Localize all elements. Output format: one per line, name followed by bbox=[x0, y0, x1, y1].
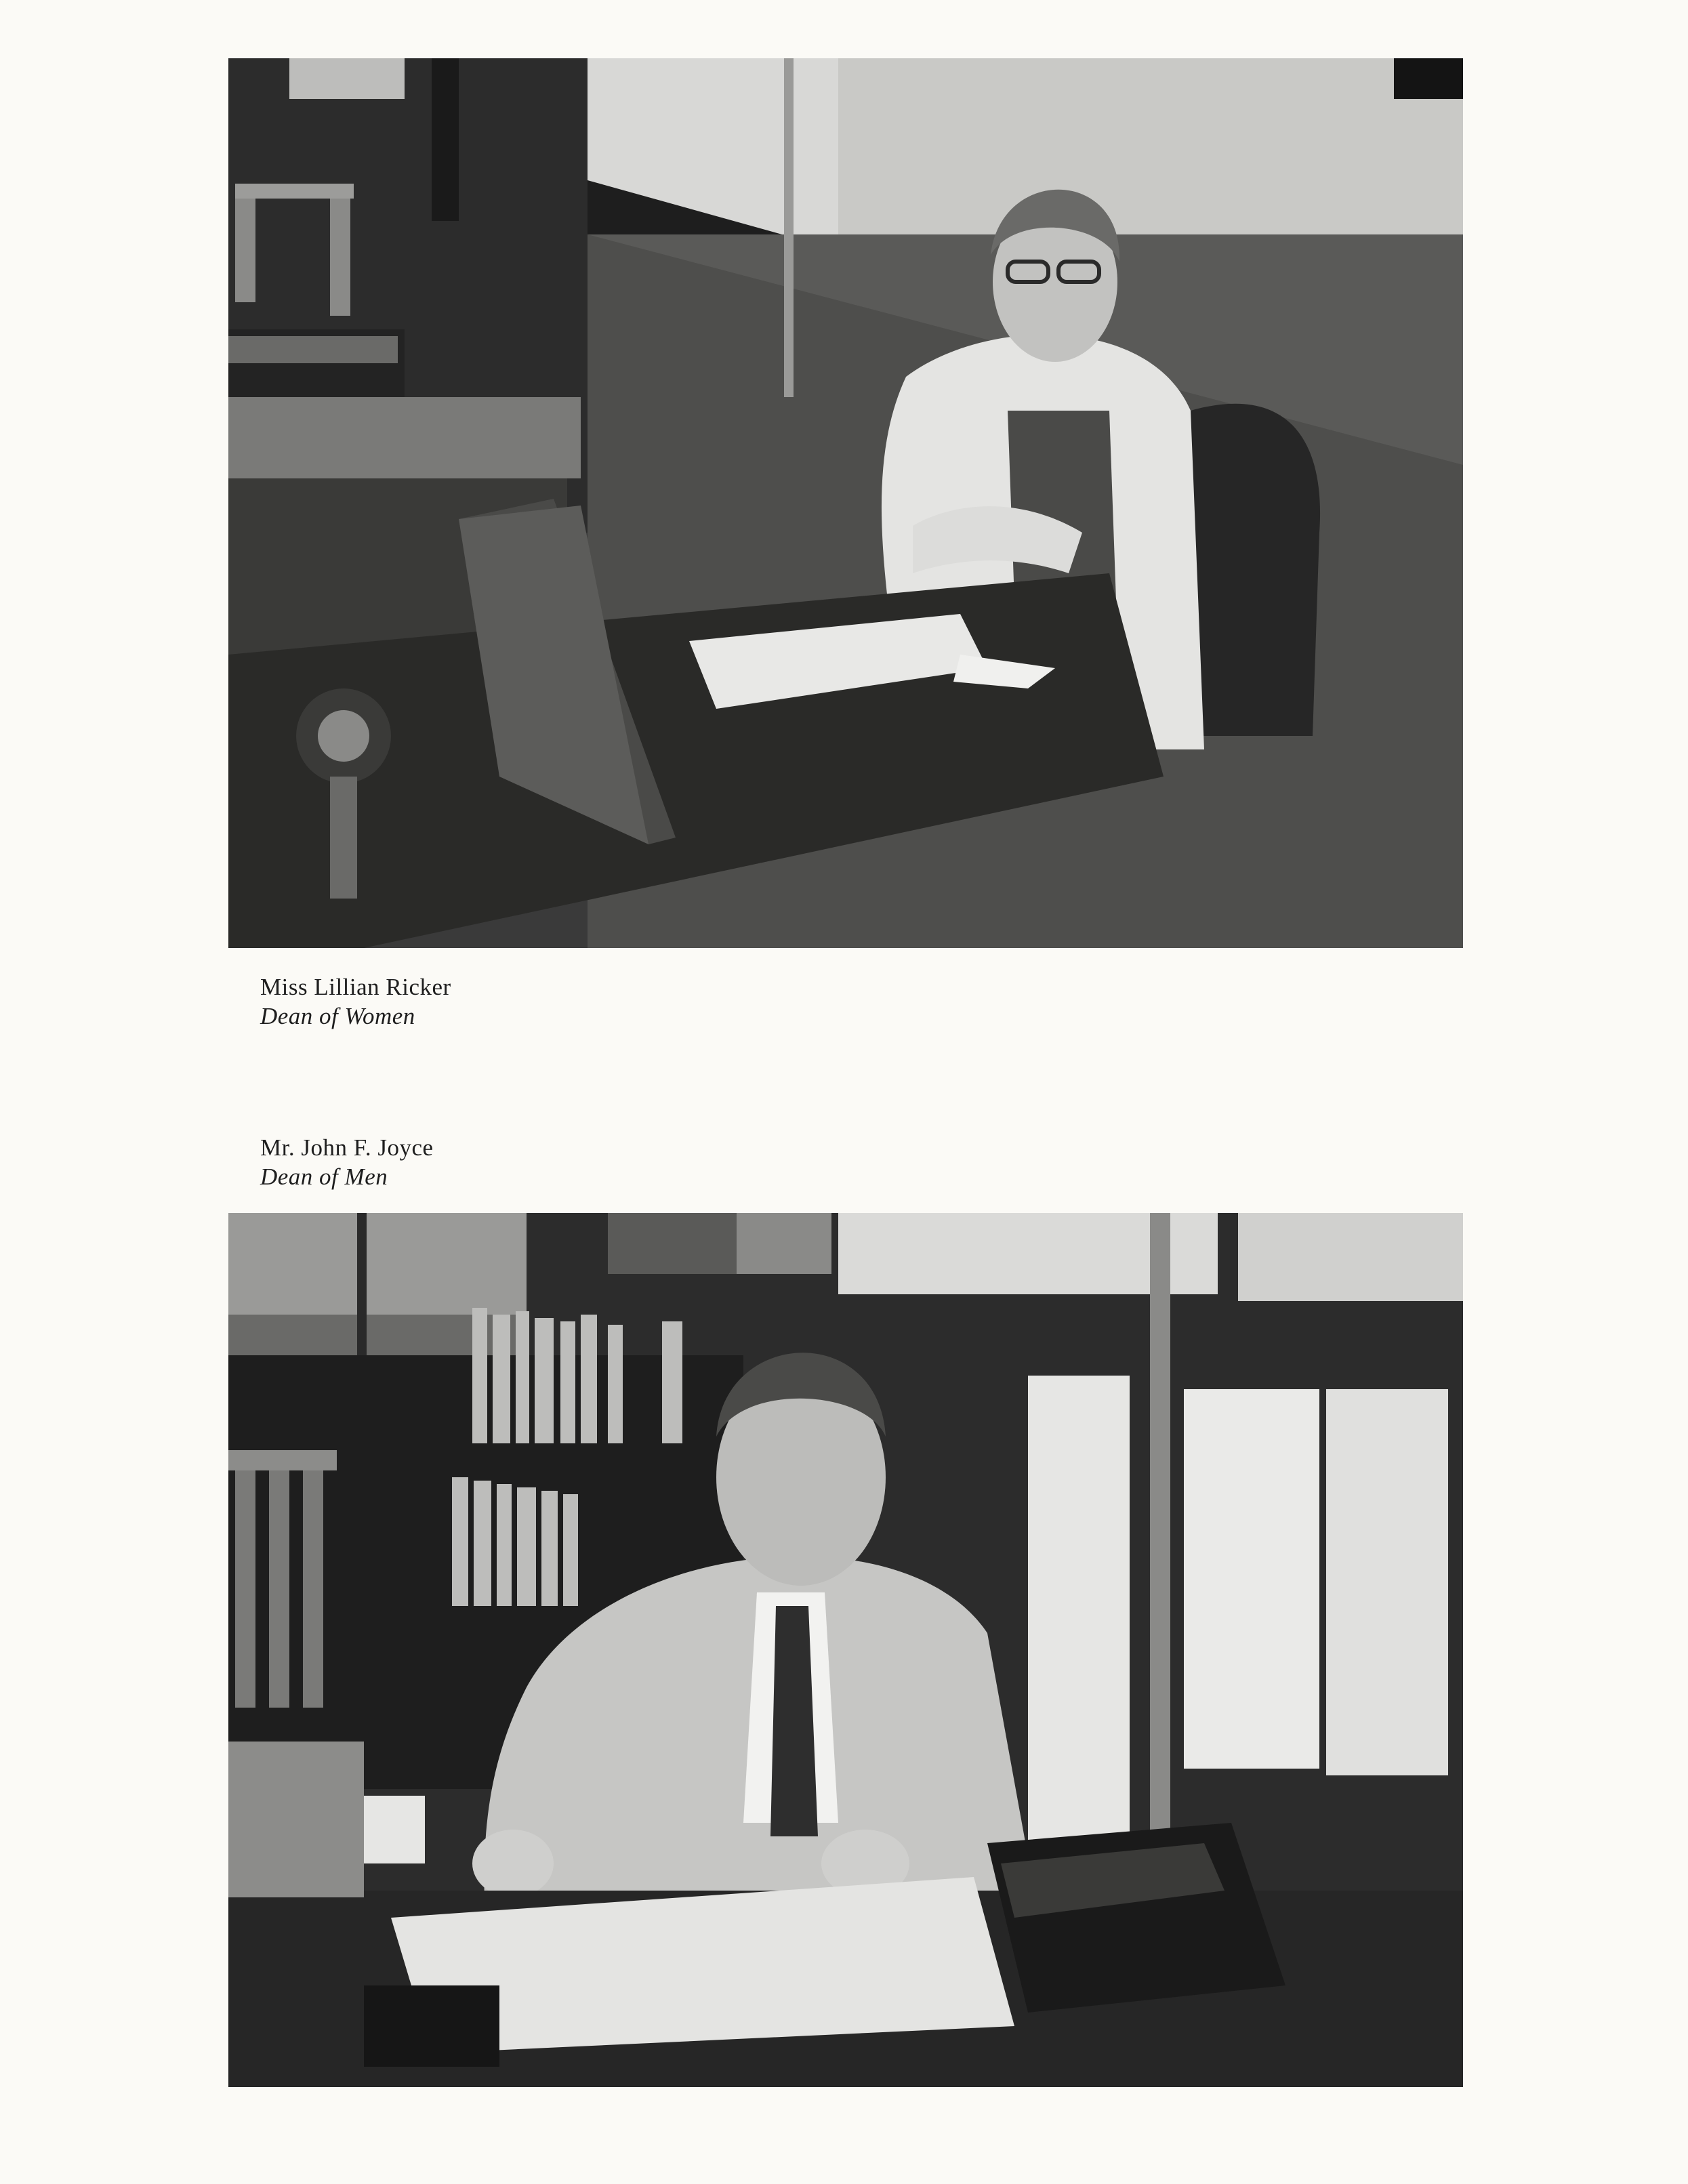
person-title: Dean of Men bbox=[260, 1163, 388, 1190]
photo-dean-of-men-image bbox=[228, 1213, 1463, 2087]
person-name: Miss Lillian Ricker bbox=[260, 974, 451, 1000]
caption-dean-of-men bbox=[260, 1133, 434, 1191]
person-title: Dean of Women bbox=[260, 1003, 415, 1029]
caption-dean-of-women bbox=[260, 972, 451, 1031]
photo-dean-of-women-image bbox=[228, 58, 1463, 948]
person-name: Mr. John F. Joyce bbox=[260, 1134, 434, 1161]
photo-dean-of-men bbox=[228, 1213, 1463, 2087]
photo-dean-of-women bbox=[228, 58, 1463, 948]
